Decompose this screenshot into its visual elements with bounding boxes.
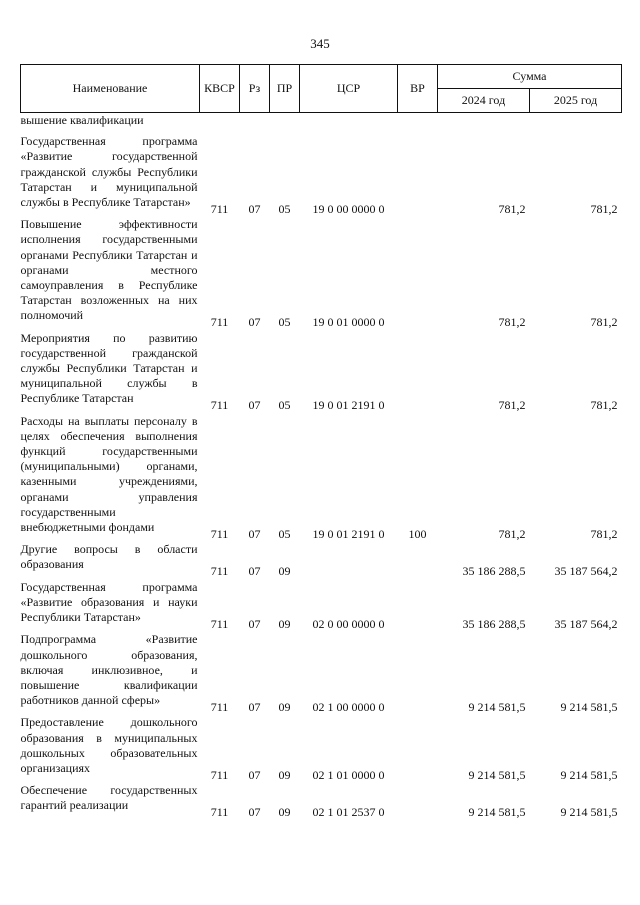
- table-row: [21, 783, 622, 820]
- row-pr: 05: [278, 398, 291, 413]
- row-rz: 07: [248, 315, 261, 330]
- row-csr: 19 0 01 2191 0: [312, 527, 385, 542]
- row-kvsr: 711: [210, 805, 229, 820]
- row-sum-2025: 781,2: [590, 527, 618, 542]
- row-sum-2025: 9 214 581,5: [560, 805, 618, 820]
- row-vr: 100: [408, 527, 427, 542]
- row-csr: 02 1 00 0000 0: [312, 700, 385, 715]
- row-sum-2024: 9 214 581,5: [468, 700, 526, 715]
- row-pr: 09: [278, 805, 291, 820]
- row-csr: 02 1 01 2537 0: [312, 805, 385, 820]
- header-rz: Рз: [240, 65, 270, 113]
- row-name: [21, 632, 200, 715]
- row-pr: [270, 113, 300, 135]
- row-name: [21, 414, 200, 543]
- header-year-2024: 2024 год: [438, 89, 530, 113]
- row-rz: 07: [248, 398, 261, 413]
- row-kvsr: 711: [210, 398, 229, 413]
- row-sum-2024: 35 186 288,5: [462, 617, 526, 632]
- row-name-text: Предоставление дошкольного образования в муниципальных дошкольных образовательных организациях: [20, 715, 198, 775]
- row-vr: [398, 134, 438, 217]
- row-rz: 07: [248, 617, 261, 632]
- row-pr: 09: [278, 617, 291, 632]
- row-sum-2024: 35 186 288,5: [462, 564, 526, 579]
- row-kvsr: 711: [210, 767, 229, 782]
- row-name-text: Расходы на выплаты персоналу в целях обеспечения выполнения функций государственными (муниципальными) органами, казенными учреждениями, органами управления государственными внебюджетными фондами: [20, 413, 198, 535]
- row-name-text: Обеспечение государственных гарантий реализации: [20, 783, 198, 813]
- row-kvsr: [200, 113, 240, 135]
- row-sum-2025: 35 187 564,2: [554, 564, 618, 579]
- row-name-text: Повышение эффективности исполнения государственными органами Республики Татарстан и органами местного самоуправления в Республике Татарстан возложенных на них полномочий: [20, 217, 198, 323]
- header-year-2025: 2025 год: [530, 89, 622, 113]
- row-vr: [398, 632, 438, 715]
- row-kvsr: 711: [210, 527, 229, 542]
- row-name-text: вышение квалификации: [20, 113, 144, 127]
- row-csr: [300, 113, 398, 135]
- row-sum-2025: 9 214 581,5: [560, 700, 618, 715]
- row-csr: 19 0 01 2191 0: [312, 398, 385, 413]
- row-sum-2025: 781,2: [590, 315, 618, 330]
- row-sum-2025: 9 214 581,5: [560, 767, 618, 782]
- table-body: [21, 113, 622, 821]
- row-kvsr: 711: [210, 564, 229, 579]
- row-vr: [398, 217, 438, 330]
- row-sum-2025: 781,2: [590, 202, 618, 217]
- header-sum: Сумма: [438, 65, 622, 89]
- row-rz: 07: [248, 527, 261, 542]
- row-name: [21, 580, 200, 633]
- table-row: [21, 715, 622, 783]
- row-name-text: Государственная программа «Развитие государственной гражданской службы Республики Татарстан и муниципальной службы в Республике Татарстан»: [20, 134, 198, 210]
- row-pr: 05: [278, 202, 291, 217]
- header-name: Наименование: [21, 65, 200, 113]
- row-vr: [398, 542, 438, 579]
- row-vr: [398, 113, 438, 135]
- row-pr: 05: [278, 527, 291, 542]
- row-kvsr: 711: [210, 700, 229, 715]
- row-vr: [398, 715, 438, 783]
- budget-table: [20, 64, 622, 821]
- row-name-text: Государственная программа «Развитие образования и науки Республики Татарстан»: [20, 579, 198, 625]
- header-vr: ВР: [398, 65, 438, 113]
- row-vr: [398, 783, 438, 820]
- table-row: [21, 331, 622, 414]
- row-sum-2025: [530, 113, 622, 135]
- row-pr: 09: [278, 767, 291, 782]
- row-name: [21, 331, 200, 414]
- row-rz: 07: [248, 805, 261, 820]
- table-row: [21, 217, 622, 330]
- row-pr: 05: [278, 315, 291, 330]
- row-rz: [240, 113, 270, 135]
- row-sum-2024: 9 214 581,5: [468, 805, 526, 820]
- header-pr: ПР: [270, 65, 300, 113]
- table-row: [21, 632, 622, 715]
- table-row: [21, 580, 622, 633]
- row-vr: [398, 580, 438, 633]
- row-rz: 07: [248, 700, 261, 715]
- row-name: [21, 783, 200, 820]
- row-sum-2024: 781,2: [498, 315, 526, 330]
- row-sum-2024: 9 214 581,5: [468, 767, 526, 782]
- row-csr: 02 1 01 0000 0: [312, 767, 385, 782]
- row-name-text: Мероприятия по развитию государственной гражданской службы Республики Татарстан и муниципальной службы в Республике Татарстан: [20, 330, 198, 406]
- row-csr: [300, 542, 398, 579]
- row-name: [21, 217, 200, 330]
- table-header: [21, 65, 622, 113]
- row-name-text: Другие вопросы в области образования: [20, 542, 198, 572]
- row-kvsr: 711: [210, 617, 229, 632]
- table-row: [21, 134, 622, 217]
- row-name: [21, 134, 200, 217]
- row-name: [21, 113, 200, 135]
- table-row: [21, 542, 622, 579]
- row-sum-2024: 781,2: [498, 527, 526, 542]
- row-name: [21, 715, 200, 783]
- row-csr: 19 0 00 0000 0: [312, 202, 385, 217]
- row-sum-2024: [438, 113, 530, 135]
- row-rz: 07: [248, 202, 261, 217]
- row-kvsr: 711: [210, 202, 229, 217]
- row-vr: [398, 331, 438, 414]
- row-csr: 19 0 01 0000 0: [312, 315, 385, 330]
- row-sum-2025: 781,2: [590, 398, 618, 413]
- row-pr: 09: [278, 700, 291, 715]
- header-csr: ЦСР: [300, 65, 398, 113]
- row-rz: 07: [248, 564, 261, 579]
- row-name: [21, 542, 200, 579]
- table-row: [21, 113, 622, 135]
- page-number: 345: [310, 36, 330, 51]
- row-name-text: Подпрограмма «Развитие дошкольного образования, включая инклюзивное, и повышение квалификации работников данной сферы»: [20, 632, 198, 708]
- row-pr: 09: [278, 564, 291, 579]
- table-row: [21, 414, 622, 543]
- row-sum-2025: 35 187 564,2: [554, 617, 618, 632]
- row-sum-2024: 781,2: [498, 202, 526, 217]
- row-kvsr: 711: [210, 315, 229, 330]
- row-csr: 02 0 00 0000 0: [312, 617, 385, 632]
- row-rz: 07: [248, 767, 261, 782]
- row-sum-2024: 781,2: [498, 398, 526, 413]
- header-kvsr: КВСР: [200, 65, 240, 113]
